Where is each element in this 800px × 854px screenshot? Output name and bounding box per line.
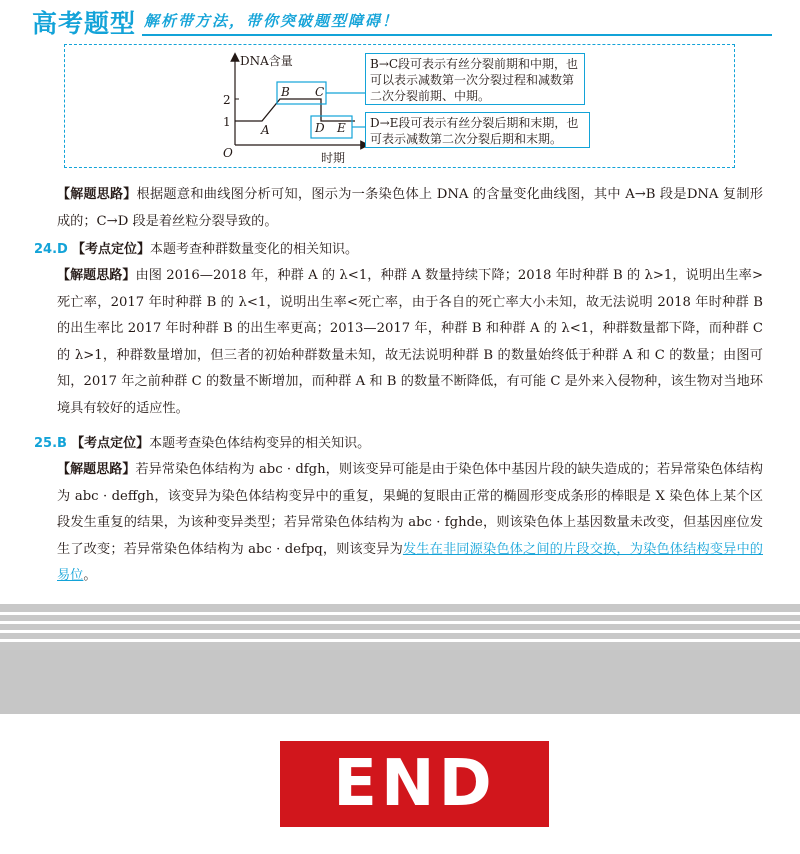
end-label: END xyxy=(333,747,496,821)
point-e-label: E xyxy=(337,121,346,135)
stripe-line xyxy=(0,639,800,642)
figure-box xyxy=(64,44,735,168)
q25-tag-reason: 【解题思路】 xyxy=(57,462,136,477)
point-c-label: C xyxy=(315,85,325,99)
q24-tag-point: 【考点定位】 xyxy=(71,242,150,257)
header-underline xyxy=(142,34,772,36)
point-d-label: D xyxy=(315,121,325,135)
tick-label-2: 2 xyxy=(223,93,231,107)
point-b-label: B xyxy=(281,85,290,99)
q25-highlight-answer: 发生在非同源染色体之间的片段交换，为染色体结构变异中的易位 xyxy=(57,541,763,583)
q24-number: 24. xyxy=(34,242,58,257)
q25-point-text: 本题考查染色体结构变异的相关知识。 xyxy=(149,436,371,451)
q24-explanation xyxy=(57,263,763,422)
section-header xyxy=(32,4,772,38)
stripe-line xyxy=(0,612,800,615)
y-axis-label: DNA含量 xyxy=(240,54,293,68)
annotation-de: D→E段可表示有丝分裂后期和末期，也可表示减数第二次分裂后期和末期。 xyxy=(365,112,590,148)
q24-tag-reason: 【解题思路】 xyxy=(57,268,136,283)
footer-stripes xyxy=(0,604,800,714)
q24-heading xyxy=(34,240,358,260)
annotation-bc: B→C段可表示有丝分裂前期和中期，也可以表示减数第一次分裂过程和减数第二次分裂前期、中期。 xyxy=(365,53,585,105)
q25-reason-text: 若异常染色体结构为 abc · dfgh，则该变异可能是由于染色体中基因片段的缺失造成的；若异常染色体结构为 abc · deffgh，该变异为染色体结构变异中的重复，果蝇的复眼由正常的椭圆形变成条形的棒眼是 X 染色体上某个区段发生重复的结果，为该种变异类型；若异常染色体结构为 abc · fghde，则该染色体上基因数量未改变，但基因座位发生了改变；若异常染色体结构为 abc · defpq，则该变异为 xyxy=(57,462,763,557)
tick-label-1: 1 xyxy=(223,115,231,129)
q24-answer: D xyxy=(57,242,68,257)
end-banner xyxy=(280,741,549,827)
section-title: 高考题型 xyxy=(32,9,137,38)
section-subtitle: 解析带方法，带你突破题型障碍！ xyxy=(144,12,400,30)
stripe-line xyxy=(0,630,800,633)
q25-heading xyxy=(34,434,370,454)
stripe-line xyxy=(0,621,800,624)
q23-tag: 【解题思路】 xyxy=(57,187,137,202)
x-axis-label: 时期 xyxy=(321,151,346,165)
q24-reason-text: 由图 2016—2018 年，种群 A 的 λ<1，种群 A 数量持续下降；2018 年时种群 B 的 λ>1，说明出生率>死亡率，2017 年时种群 B 的 λ<1，说明出生率<死亡率，由于各自的死亡率大小未知，故无法说明 2018 年时种群 B 的出生率比 2017 年时种群 B 的出生率更高；2013—2017 年，种群 B 和种群 A 的 λ<1，种群数量都下降，而种群 C 的 λ>1，种群数量增加，但三者的初始种群数量未知，故无法说明种群 B 的数量始终低于种群 A 和 C 的数量；由图可知，2017 年之前种群 C 的数量不断增加，而种群 A 和 B 的数量不断降低，有可能 C 是外来入侵物种，该生物对当地环境具有较好的适应性。 xyxy=(57,268,763,416)
dna-curve xyxy=(235,99,355,121)
q25-number: 25. xyxy=(34,436,58,451)
footer-band xyxy=(0,650,800,714)
q25-explanation xyxy=(57,457,763,590)
q23-explanation xyxy=(57,182,763,235)
q25-end-punct: 。 xyxy=(83,568,97,583)
origin-label: O xyxy=(223,146,233,160)
q23-text: 根据题意和曲线图分析可知，图示为一条染色体上 DNA 的含量变化曲线图，其中 A→B 段是DNA 复制形成的；C→D 段是着丝粒分裂导致的。 xyxy=(57,187,763,229)
q25-tag-point: 【考点定位】 xyxy=(71,436,150,451)
point-a-label: A xyxy=(261,123,270,137)
q24-point-text: 本题考查种群数量变化的相关知识。 xyxy=(149,242,358,257)
q25-answer: B xyxy=(57,436,67,451)
